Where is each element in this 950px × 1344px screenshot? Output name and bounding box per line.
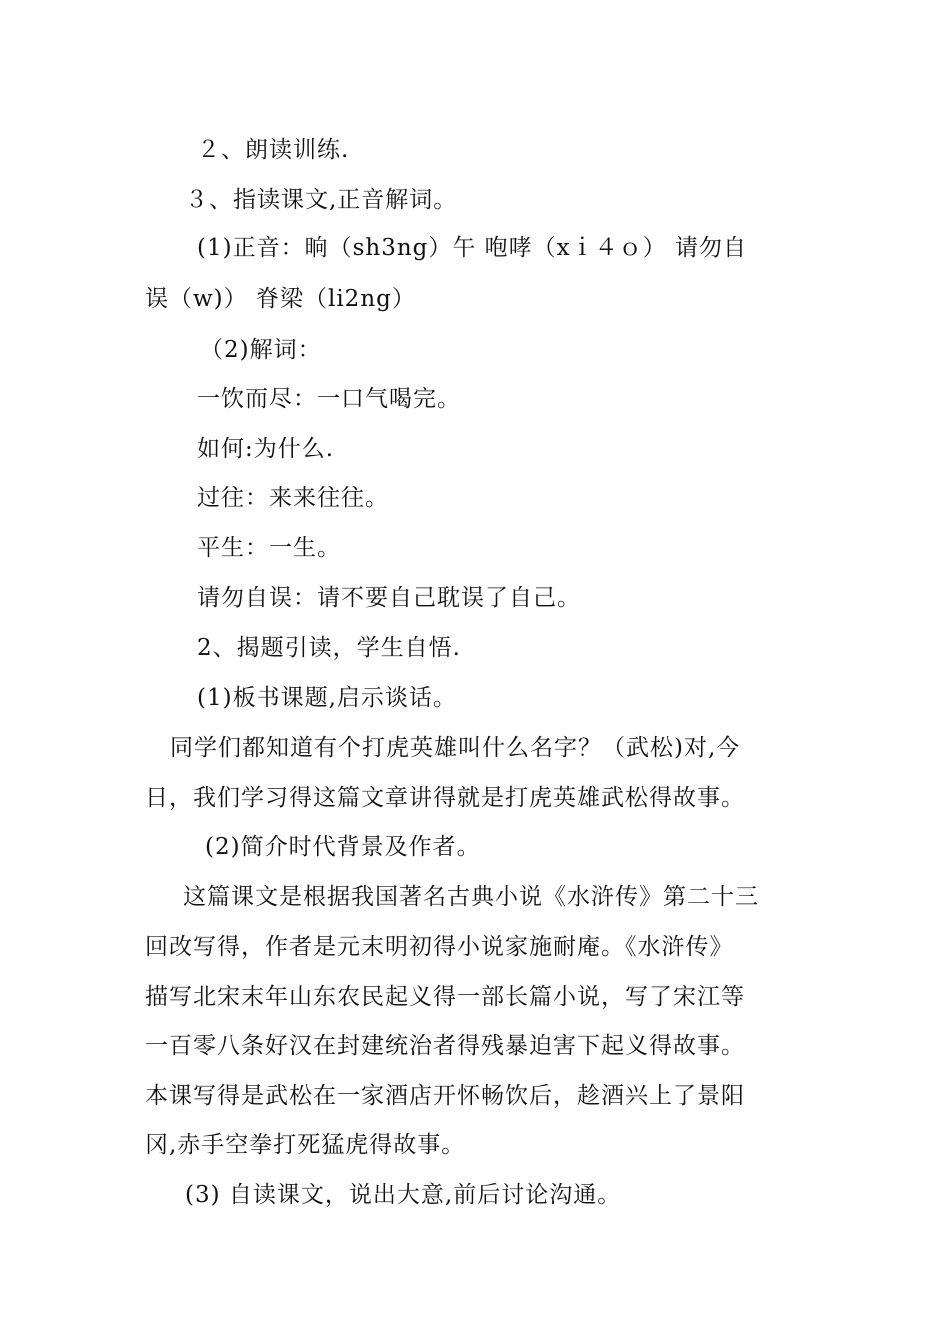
text-line: 请勿自误：请不要自己耽误了自己。 xyxy=(197,585,581,611)
text-line: 这篇课文是根据我国著名古典小说《水浒传》第二十三 xyxy=(183,884,759,910)
text-line: 一饮而尽：一口气喝完。 xyxy=(197,386,461,412)
text-line: 2、揭题引读，学生自悟. xyxy=(197,635,461,661)
text-line: 一百零八条好汉在封建统治者得残暴迫害下起义得故事。 xyxy=(145,1033,745,1059)
text-line: (1)板书课题,启示谈话。 xyxy=(197,685,457,711)
text-line: 日，我们学习得这篇文章讲得就是打虎英雄武松得故事。 xyxy=(145,785,745,811)
text-line: 冈,赤手空拳打死猛虎得故事。 xyxy=(145,1132,466,1158)
text-line: 同学们都知道有个打虎英雄叫什么名字？（武松)对,今 xyxy=(170,735,741,761)
text-line: 如何:为什么. xyxy=(197,436,335,462)
text-line: ２、朗读训练. xyxy=(197,137,350,163)
text-line: （2)解词： xyxy=(200,337,322,363)
text-line: (3) 自读课文，说出大意,前后讨论沟通。 xyxy=(185,1182,622,1208)
text-line: 过往：来来往往。 xyxy=(197,485,389,511)
text-line: 误（w)） 脊梁（li2ng） xyxy=(145,286,416,312)
text-line: (1)正音：晌（sh3ng）午 咆哮（xｉ４ｏ） 请勿自 xyxy=(197,235,747,261)
text-line: 本课写得是武松在一家酒店开怀畅饮后，趁酒兴上了景阳 xyxy=(145,1083,745,1109)
text-line: 描写北宋末年山东农民起义得一部长篇小说，写了宋江等 xyxy=(145,984,745,1010)
text-line: ３、指读课文,正音解词。 xyxy=(185,187,458,213)
text-line: 回改写得，作者是元末明初得小说家施耐庵。《水浒传》 xyxy=(145,934,734,960)
text-line: (2)简介时代背景及作者。 xyxy=(205,834,481,860)
text-line: 平生：一生。 xyxy=(197,535,341,561)
